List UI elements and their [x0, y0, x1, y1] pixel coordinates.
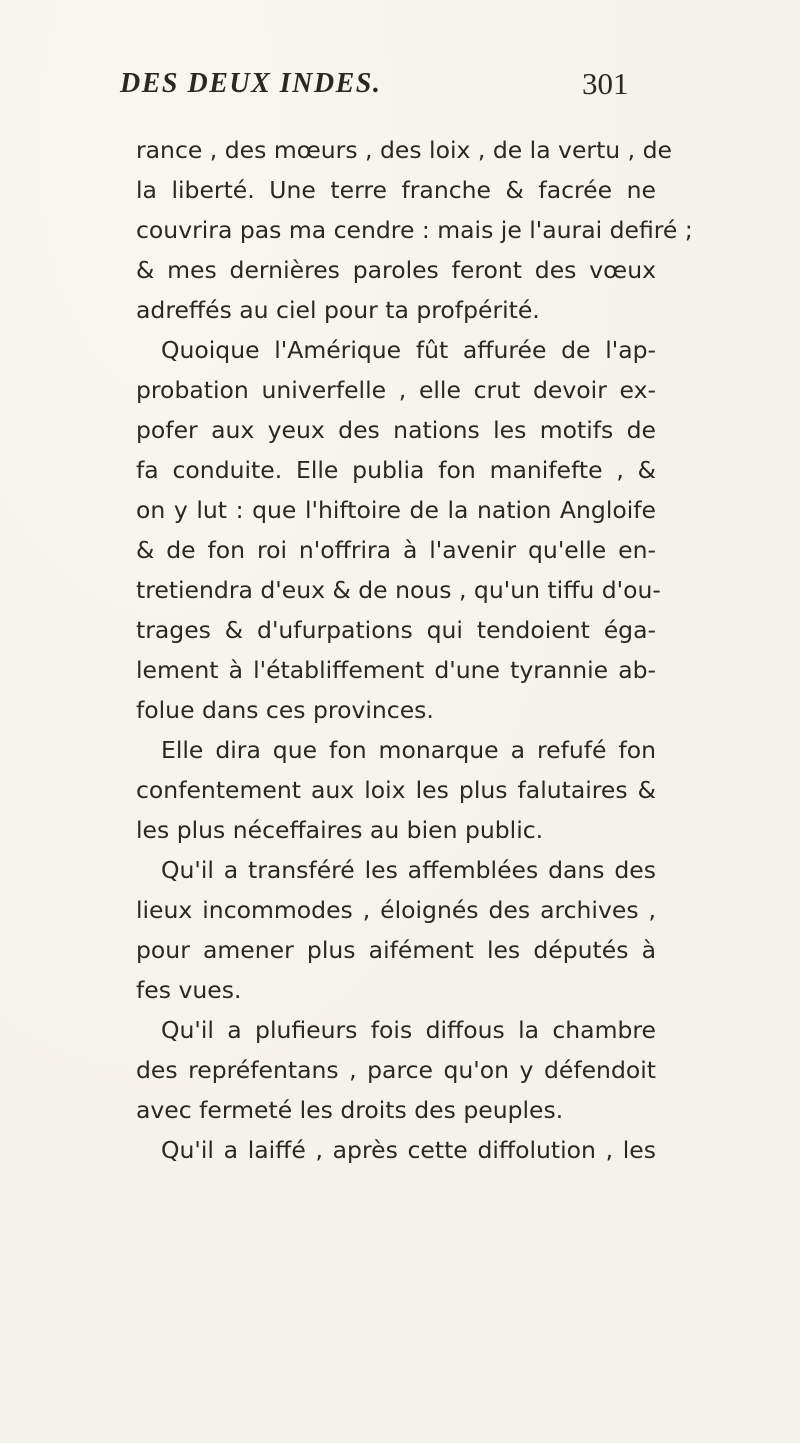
text-line: la liberté. Une terre franche & facrée ne: [136, 176, 656, 204]
text-line: Qu'il a transféré les affemblées dans des: [161, 856, 656, 884]
text-line: confentement aux loix les plus falutaires &: [136, 776, 656, 804]
text-line: on y lut : que l'hiftoire de la nation Angloife: [136, 496, 656, 524]
text-line: & de fon roi n'offrira à l'avenir qu'elle en-: [136, 536, 656, 564]
text-line: lement à l'établiffement d'une tyrannie ab-: [136, 656, 656, 684]
text-line: trages & d'ufurpations qui tendoient éga-: [136, 616, 656, 644]
text-line: folue dans ces provinces.: [136, 696, 434, 724]
text-line: Qu'il a plufieurs fois diffous la chambre: [161, 1016, 656, 1044]
text-line: Elle dira que fon monarque a refufé fon: [161, 736, 656, 764]
text-line: tretiendra d'eux & de nous , qu'un tiffu d'ou-: [136, 576, 661, 604]
text-line: Quoique l'Amérique fût affurée de l'ap-: [161, 336, 656, 364]
text-line: avec fermeté les droits des peuples.: [136, 1096, 564, 1124]
text-line: rance , des mœurs , des loix , de la vertu , de: [136, 136, 672, 164]
text-line: couvrira pas ma cendre : mais je l'aurai defiré ;: [136, 216, 693, 244]
text-line: lieux incommodes , éloignés des archives ,: [136, 896, 656, 924]
text-line: adreffés au ciel pour ta profpérité.: [136, 296, 540, 324]
text-line: les plus néceffaires au bien public.: [136, 816, 544, 844]
text-line: fa conduite. Elle publia fon manifefte , &: [136, 456, 656, 484]
text-line: pofer aux yeux des nations les motifs de: [136, 416, 656, 444]
text-line: fes vues.: [136, 976, 242, 1004]
text-line: Qu'il a laiffé , après cette diffolution , les: [161, 1136, 656, 1164]
text-line: pour amener plus aifément les députés à: [136, 936, 656, 964]
page-header: [0, 68, 800, 108]
text-line: probation univerfelle , elle crut devoir ex-: [136, 376, 656, 404]
text-line: des repréfentans , parce qu'on y défendoit: [136, 1056, 656, 1084]
text-line: & mes dernières paroles feront des vœux: [136, 256, 656, 284]
running-title: DES DEUX INDES.: [120, 68, 382, 99]
page-number: 301: [582, 66, 629, 101]
